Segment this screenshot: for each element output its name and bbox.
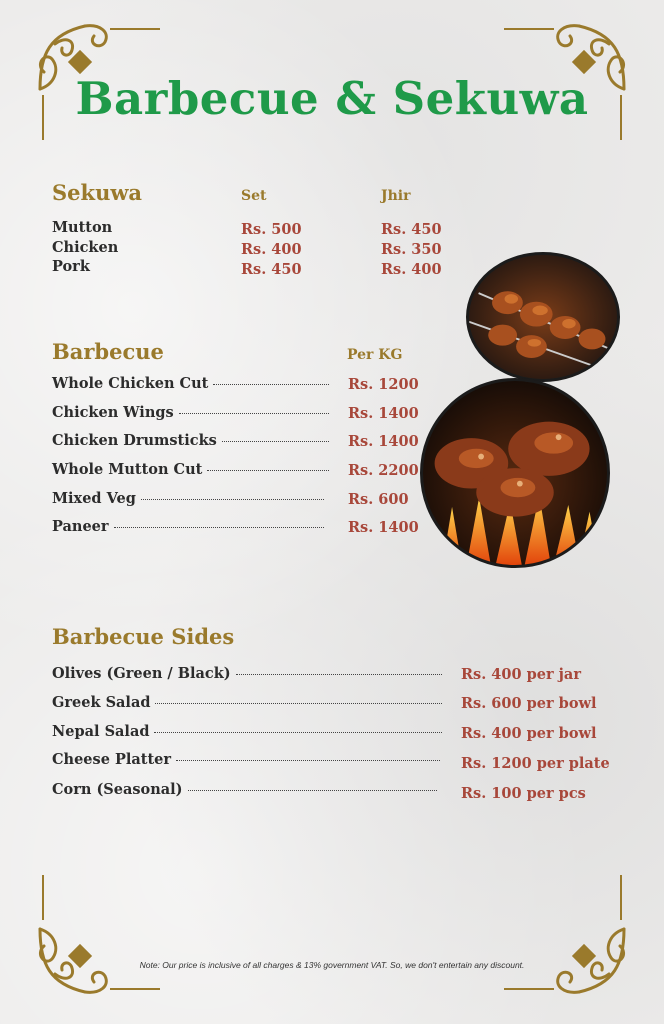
border-line	[504, 988, 554, 990]
sekuwa-jhir-price: Rs. 400	[381, 261, 442, 278]
menu-row	[52, 518, 324, 535]
border-line	[42, 875, 44, 920]
section-title-sekuwa: Sekuwa	[52, 180, 143, 205]
page-title: Barbecue & Sekuwa	[75, 72, 589, 125]
sekuwa-set-price: Rs. 450	[241, 261, 302, 278]
column-header-per-kg: Per KG	[347, 347, 403, 363]
sekuwa-set-price: Rs. 500	[241, 221, 302, 238]
column-header-set: Set	[241, 188, 267, 204]
side-item-price: Rs. 400 per bowl	[461, 725, 597, 742]
sekuwa-jhir-price: Rs. 450	[381, 221, 442, 238]
barbecue-item-name: Whole Mutton Cut	[52, 461, 203, 478]
side-item-price: Rs. 600 per bowl	[461, 695, 597, 712]
menu-row	[52, 723, 442, 740]
barbecue-item-price: Rs. 1400	[348, 433, 419, 450]
menu-row	[52, 751, 440, 768]
column-header-jhir: Jhir	[381, 188, 411, 204]
section-title-barbecue-sides: Barbecue Sides	[52, 624, 235, 649]
barbecue-item-name: Chicken Wings	[52, 404, 174, 421]
footer-note: Note: Our price is inclusive of all charges & 13% government VAT. So, we don't entertain any discount.	[139, 960, 525, 970]
barbecue-item-price: Rs. 1400	[348, 405, 419, 422]
side-item-name: Nepal Salad	[52, 723, 150, 740]
side-item-price: Rs. 100 per pcs	[461, 785, 586, 802]
grilled-barbecue-photo	[420, 378, 610, 568]
menu-row	[52, 432, 329, 449]
barbecue-item-name: Chicken Drumsticks	[52, 432, 217, 449]
side-item-name: Corn (Seasonal)	[52, 781, 183, 798]
barbecue-item-name: Mixed Veg	[52, 490, 136, 507]
side-item-name: Cheese Platter	[52, 751, 172, 768]
menu-row	[52, 490, 324, 507]
barbecue-item-price: Rs. 1200	[348, 376, 419, 393]
side-item-price: Rs. 400 per jar	[461, 666, 581, 683]
border-line	[110, 988, 160, 990]
barbecue-item-price: Rs. 1400	[348, 519, 419, 536]
section-title-barbecue: Barbecue	[52, 339, 164, 364]
menu-row	[52, 461, 329, 478]
sekuwa-set-price: Rs. 400	[241, 241, 302, 258]
sekuwa-item-name: Mutton	[52, 219, 113, 236]
side-item-price: Rs. 1200 per plate	[461, 755, 610, 772]
sekuwa-skewers-photo	[466, 252, 620, 382]
menu-row	[52, 404, 329, 421]
menu-row	[52, 375, 329, 392]
barbecue-item-name: Whole Chicken Cut	[52, 375, 209, 392]
sekuwa-item-name: Chicken	[52, 239, 119, 256]
barbecue-item-name: Paneer	[52, 518, 109, 535]
sekuwa-jhir-price: Rs. 350	[381, 241, 442, 258]
border-line	[504, 28, 554, 30]
border-line	[110, 28, 160, 30]
side-item-name: Greek Salad	[52, 694, 151, 711]
side-item-name: Olives (Green / Black)	[52, 665, 231, 682]
border-line	[620, 875, 622, 920]
menu-row	[52, 781, 437, 798]
menu-row	[52, 665, 442, 682]
barbecue-item-price: Rs. 2200	[348, 462, 419, 479]
barbecue-item-price: Rs. 600	[348, 491, 409, 508]
menu-row	[52, 694, 442, 711]
sekuwa-item-name: Pork	[52, 258, 90, 275]
